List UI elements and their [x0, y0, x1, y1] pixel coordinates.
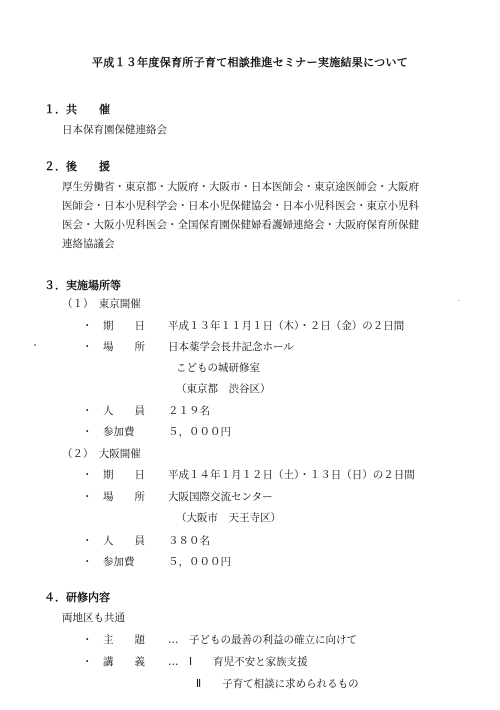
- osaka-period-value: 平成１４年１月１２日（土）・１３日（日）の２日間: [168, 469, 415, 481]
- lecture-label: ・ 講 義: [82, 656, 145, 668]
- section-1-heading: [44, 101, 110, 117]
- tokyo-fee-label: ・ 参加費: [82, 426, 135, 438]
- section-2-line: 連絡協議会: [62, 238, 115, 250]
- scan-speck: [34, 344, 36, 346]
- tokyo-place-value-2: こどもの城研修室: [176, 362, 260, 374]
- section-2-number: ２．: [44, 160, 66, 173]
- section-3-title: 実施場所等: [66, 279, 121, 292]
- section-2-heading: [44, 158, 110, 174]
- osaka-label: （２） 大阪開催: [62, 448, 141, 460]
- section-1-body: 日本保育園保健連絡会: [62, 124, 167, 136]
- osaka-place-value-2: （大阪市 天王寺区）: [176, 512, 281, 524]
- lecture-value-1: … Ⅰ 育児不安と家族支援: [168, 656, 308, 668]
- section-2-body: [62, 178, 472, 254]
- section-1-title: 共 催: [66, 103, 110, 116]
- tokyo-place-label: ・ 場 所: [82, 341, 145, 353]
- osaka-place-label: ・ 場 所: [82, 491, 145, 503]
- tokyo-period-label: ・ 期 日: [82, 320, 145, 332]
- section-2-line: 医会・大阪小児科医会・全国保育園保健婦看護婦連絡会・大阪府保育所保健: [62, 219, 419, 231]
- tokyo-fee-value: ５，０００円: [168, 426, 231, 438]
- document-title: 平成１３年度保育所子育て相談推進セミナー実施結果について: [91, 56, 409, 69]
- section-2-line: 厚生労働省・東京都・大阪府・大阪市・日本医師会・東京途医師会・大阪府: [62, 181, 419, 193]
- lecture-value-2: Ⅱ 子育て相談に求められるもの: [196, 678, 359, 690]
- section-4-heading: [44, 589, 110, 605]
- osaka-place-value-1: 大阪国際交流センター: [168, 491, 273, 503]
- section-1-number: １．: [44, 103, 66, 116]
- section-4-common: 両地区も共通: [62, 612, 125, 624]
- section-4-title: 研修内容: [66, 591, 110, 604]
- section-2-title: 後 援: [66, 160, 110, 173]
- scan-speck: [458, 300, 459, 301]
- tokyo-people-value: ２１９名: [168, 405, 210, 417]
- osaka-people-label: ・ 人 員: [82, 535, 145, 547]
- tokyo-place-value-3: （東京都 渋谷区）: [176, 383, 271, 395]
- section-2-line: 医師会・日本小児科学会・日本小児保健協会・日本小児科医会・東京小児科: [62, 200, 419, 212]
- section-3-number: ３．: [44, 279, 66, 292]
- section-3-heading: [44, 277, 121, 293]
- osaka-period-label: ・ 期 日: [82, 469, 145, 481]
- tokyo-period-value: 平成１３年１１月１日（木）・２日（金）の２日間: [168, 320, 405, 332]
- section-4-number: ４．: [44, 591, 66, 604]
- osaka-fee-value: ５，０００円: [168, 556, 231, 568]
- tokyo-place-value-1: 日本薬学会長井記念ホール: [168, 341, 294, 353]
- theme-label: ・ 主 題: [82, 634, 145, 646]
- osaka-people-value: ３８０名: [168, 535, 210, 547]
- theme-value: … 子どもの最善の利益の確立に向けて: [168, 634, 357, 646]
- tokyo-label: （１） 東京開催: [62, 298, 141, 310]
- tokyo-people-label: ・ 人 員: [82, 405, 145, 417]
- osaka-fee-label: ・ 参加費: [82, 556, 135, 568]
